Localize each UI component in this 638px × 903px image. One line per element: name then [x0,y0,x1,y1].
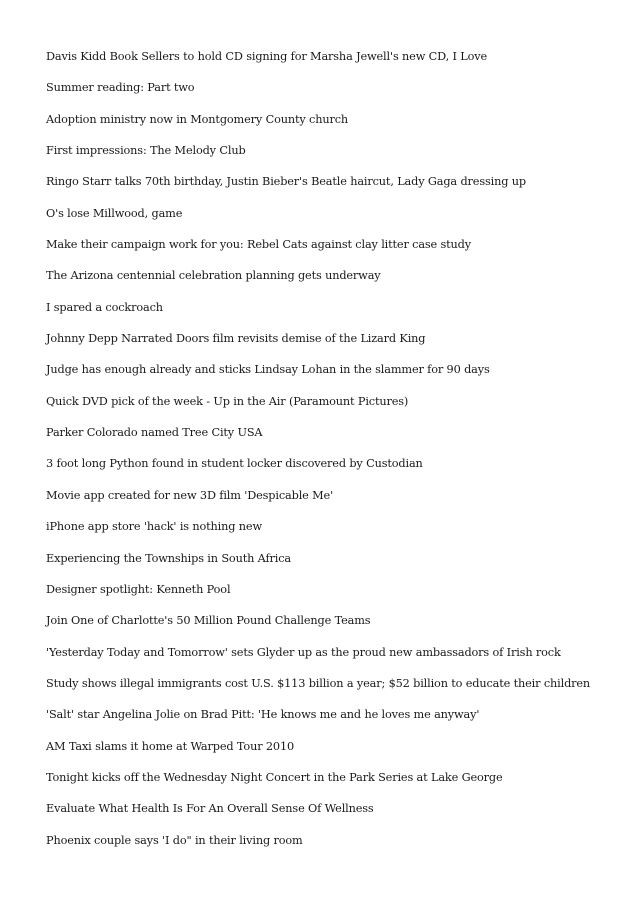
headline-item: Johnny Depp Narrated Doors film revisits demise of the Lizard King [46,332,426,346]
headline-item: Davis Kidd Book Sellers to hold CD signing for Marsha Jewell's new CD, I Love [46,50,488,63]
headline-item: Movie app created for new 3D film 'Despicable Me' [46,488,334,502]
headline-item: Study shows illegal immigrants cost U.S. $113 billion a year; $52 billion to educate their children [46,676,591,690]
headline-item: First impressions: The Melody Club [46,144,246,158]
headline-item: Evaluate What Health Is For An Overall Sense Of Wellness [46,802,374,816]
headline-item: The Arizona centennial celebration planning gets underway [46,269,381,283]
headline-list [46,48,626,863]
headline-item: Judge has enough already and sticks Lindsay Lohan in the slammer for 90 days [46,363,490,377]
headline-item: Tonight kicks off the Wednesday Night Concert in the Park Series at Lake George [46,770,503,784]
headline-item: 'Salt' star Angelina Jolie on Brad Pitt: 'He knows me and he loves me anyway' [46,708,480,722]
headline-item: Make their campaign work for you: Rebel Cats against clay litter case study [46,238,471,252]
headline-item: Parker Colorado named Tree City USA [46,426,263,440]
headline-item: iPhone app store 'hack' is nothing new [46,520,262,534]
headline-item: Adoption ministry now in Montgomery County church [46,112,349,126]
headline-item: O's lose Millwood, game [46,206,183,220]
headline-item: Summer reading: Part two [46,81,195,95]
headline-item: Experiencing the Townships in South Africa [46,551,291,565]
headline-item: Quick DVD pick of the week - Up in the Air (Paramount Pictures) [46,394,409,408]
headline-item: Join One of Charlotte's 50 Million Pound Challenge Teams [46,614,371,628]
headline-item: 'Yesterday Today and Tomorrow' sets Glyder up as the proud new ambassadors of Irish rock [46,645,561,659]
headline-item: Designer spotlight: Kenneth Pool [46,582,231,596]
headline-item: 3 foot long Python found in student locker discovered by Custodian [46,457,423,471]
headline-item: Phoenix couple says 'I do" in their living room [46,833,303,847]
headline-item: I spared a cockroach [46,300,163,314]
headline-item: Ringo Starr talks 70th birthday, Justin Bieber's Beatle haircut, Lady Gaga dressing up [46,175,526,189]
headline-item: AM Taxi slams it home at Warped Tour 2010 [46,739,295,753]
